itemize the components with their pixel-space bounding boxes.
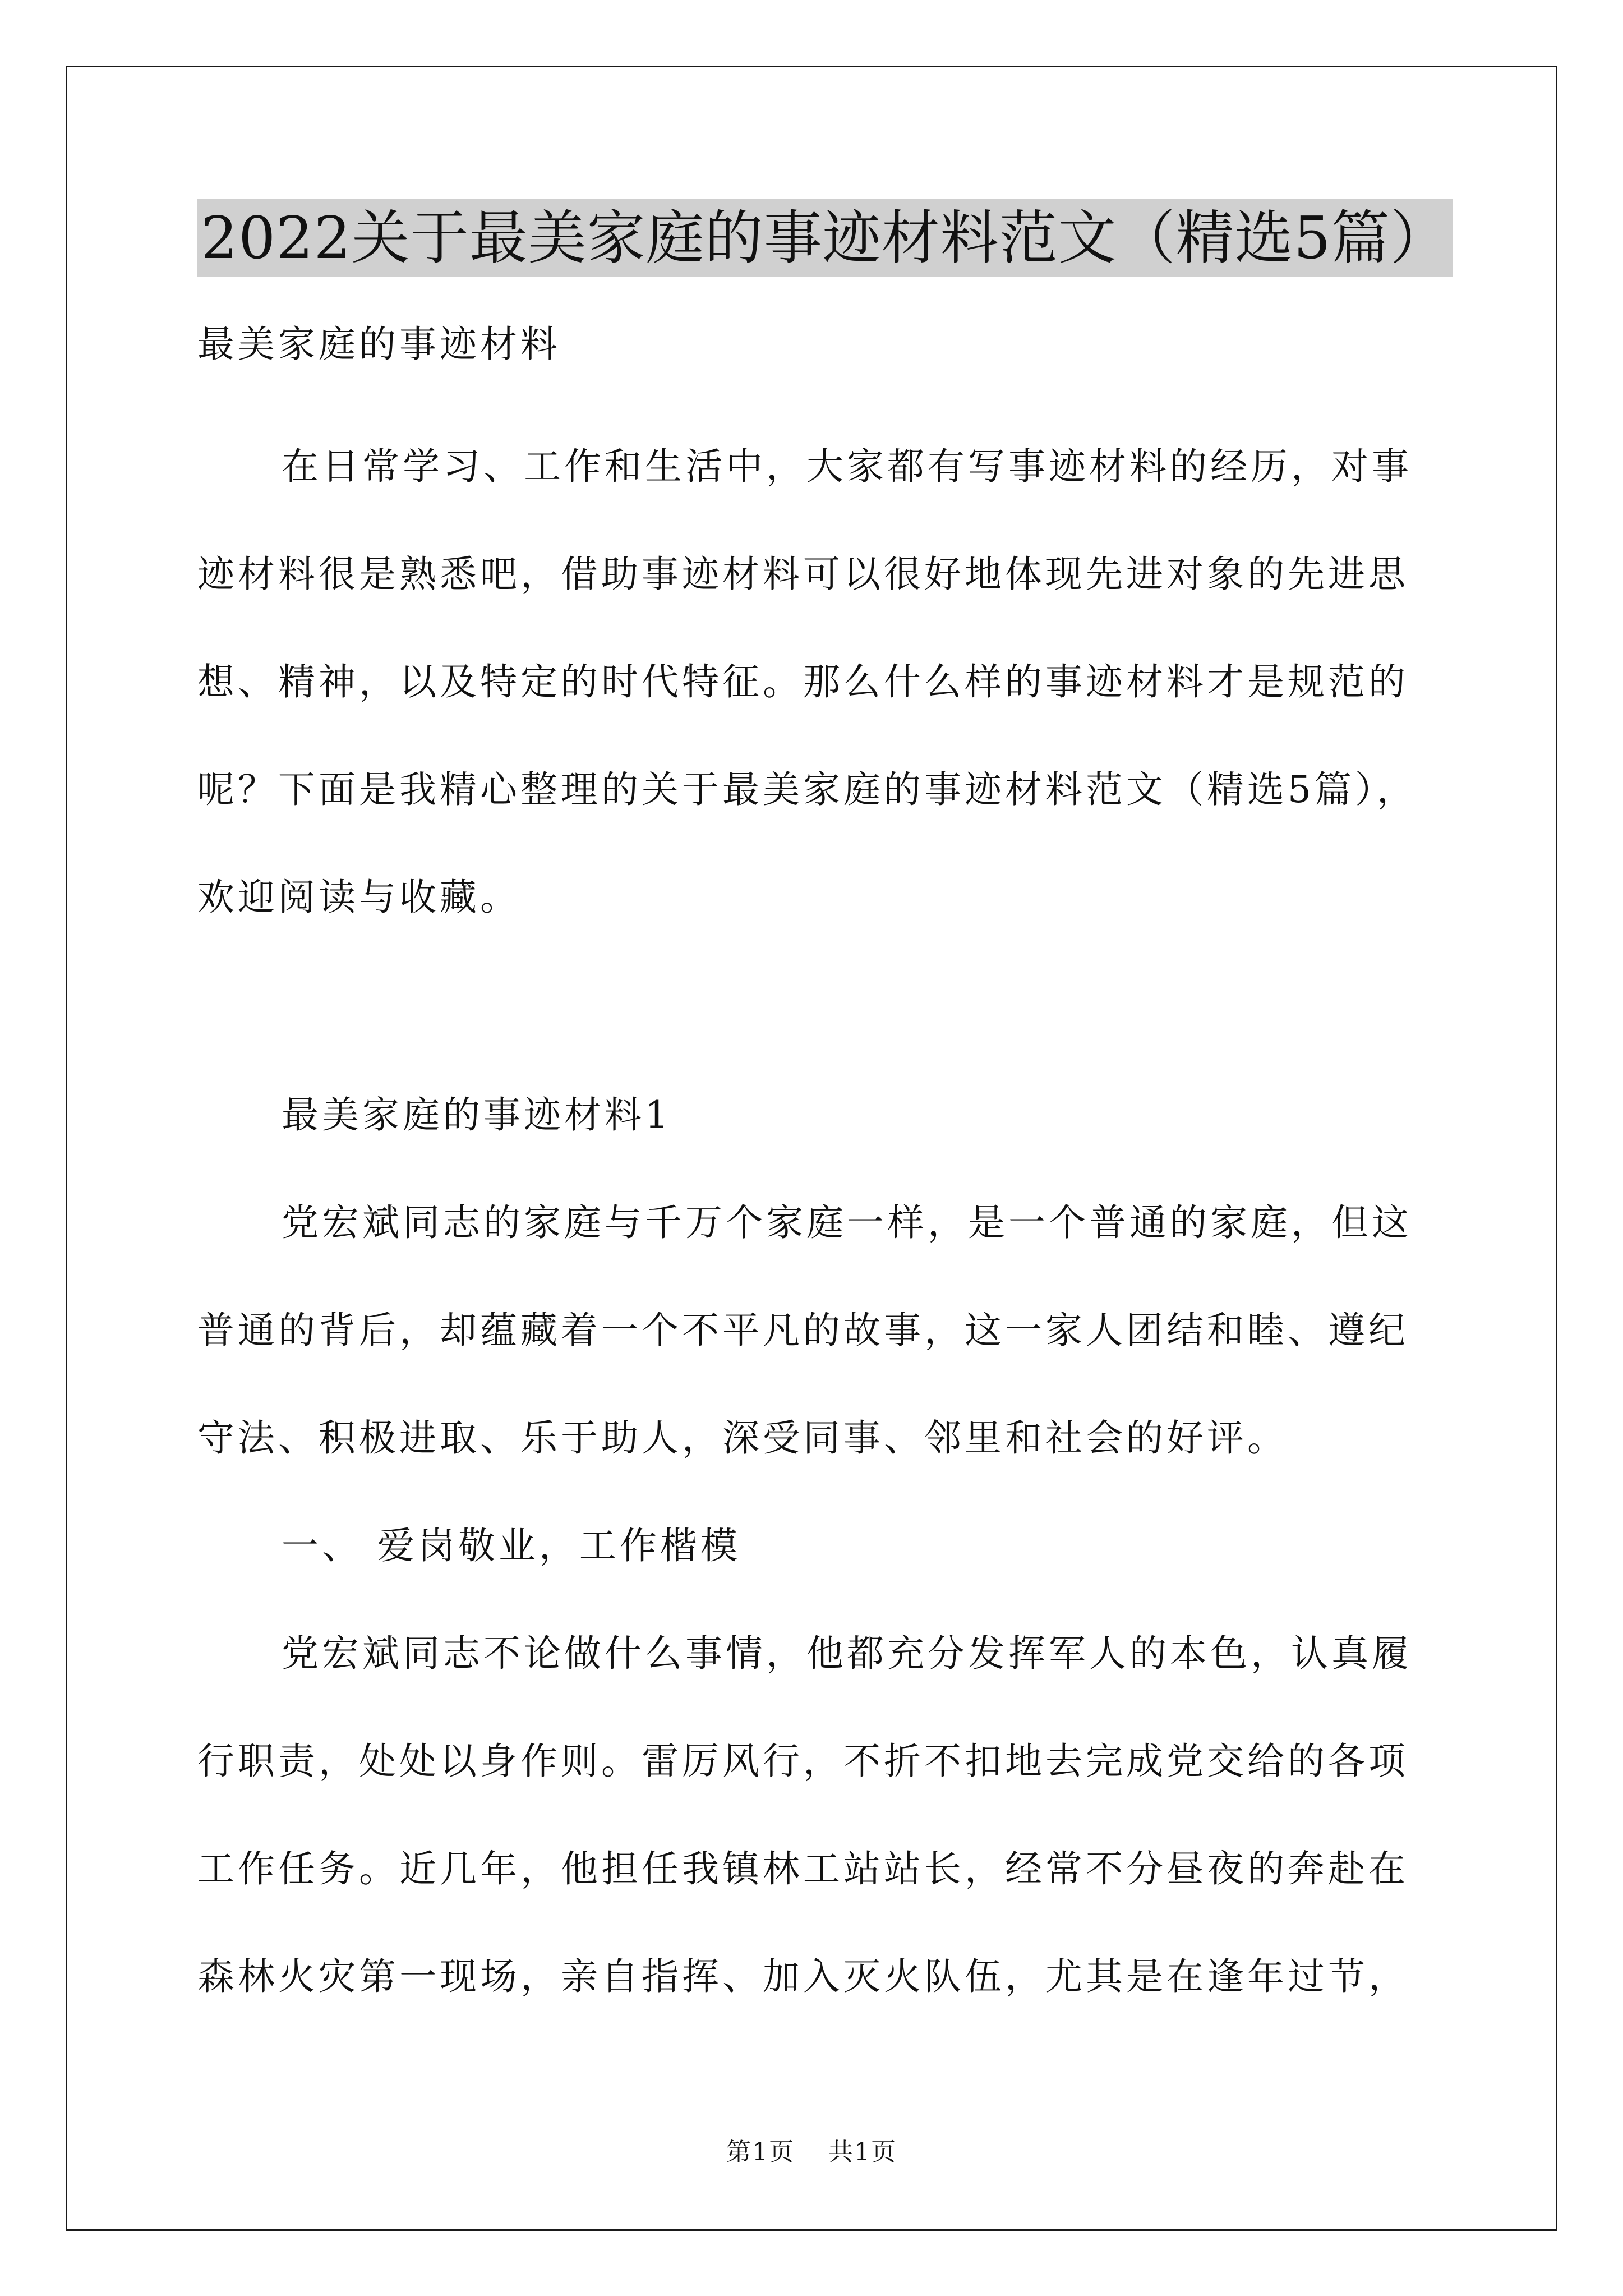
page-number: 第1页 — [726, 2138, 795, 2166]
paragraph-line: 守法、积极进取、乐于助人，深受同事、邻里和社会的好评。 — [197, 1416, 1288, 1460]
section-heading: 最美家庭的事迹材料1 — [282, 1093, 672, 1137]
paragraph-line: 森林火灾第一现场，亲自指挥、加入灭火队伍，尤其是在逢年过节， — [197, 1955, 1409, 1998]
paragraph-line: 党宏斌同志的家庭与千万个家庭一样，是一个普通的家庭，但这 — [282, 1201, 1412, 1244]
page-total: 共1页 — [828, 2138, 897, 2166]
paragraph-line: 工作任务。近几年，他担任我镇林工站站长，经常不分昼夜的奔赴在 — [197, 1847, 1409, 1890]
document-subtitle: 最美家庭的事迹材料 — [197, 323, 561, 366]
intro-line: 迹材料很是熟悉吧，借助事迹材料可以很好地体现先进对象的先进思 — [197, 553, 1409, 596]
page-footer — [0, 2132, 1623, 2168]
paragraph-line: 党宏斌同志不论做什么事情，他都充分发挥军人的本色，认真履 — [282, 1632, 1412, 1675]
paragraph-line: 普通的背后，却蕴藏着一个不平凡的故事，这一家人团结和睦、遵纪 — [197, 1309, 1409, 1352]
intro-line: 在日常学习、工作和生活中，大家都有写事迹材料的经历，对事 — [282, 445, 1412, 488]
page-border — [66, 66, 1557, 2231]
document-title: 2022关于最美家庭的事迹材料范文（精选5篇） — [197, 199, 1453, 277]
intro-line: 欢迎阅读与收藏。 — [197, 876, 520, 919]
intro-line: 想、精神，以及特定的时代特征。那么什么样的事迹材料才是规范的 — [197, 660, 1409, 703]
paragraph-line: 行职责，处处以身作则。雷厉风行，不折不扣地去完成党交给的各项 — [197, 1740, 1409, 1783]
section-subheading: 一、 爱岗敬业，工作楷模 — [282, 1524, 741, 1567]
intro-line: 呢？下面是我精心整理的关于最美家庭的事迹材料范文（精选5篇）， — [197, 768, 1417, 811]
